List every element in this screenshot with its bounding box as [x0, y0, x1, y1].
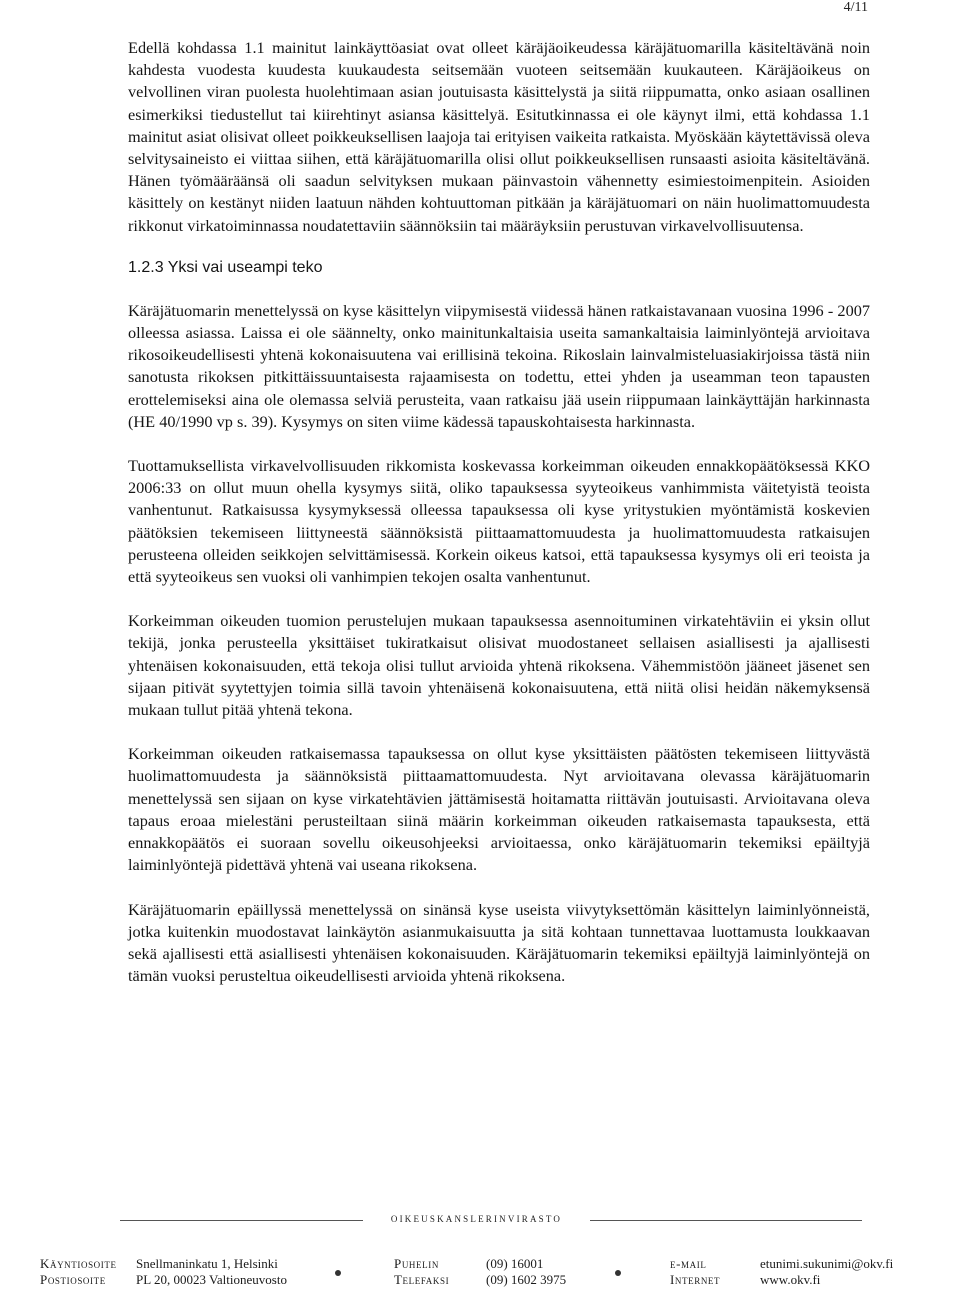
paragraph: Tuottamuksellista virkavelvollisuuden rikkomista koskevassa korkeimman oikeuden ennakkopäätöksessä KKO 2006:33 on ollut muun ohella kysymys siitä, oliko tapauksessa syyteoikeus vanhimmista väitetyistä teoista vanhentunut. Ratkaisussa kysymyksessä olleessa tapauksessa oli kyse yritystukien myöntämistä koskevien päätöksien tekemiseen liittyneestä säännöksistä piittaamattomuudesta ja huolimattomuudesta ratkaisujen perusteena olleiden seikkojen selvittämisessä. Korkein oikeus katsoi, että tapauksessa kysymys oli eri teoista ja että syyteoikeus sen vuoksi oli vanhimpien tekojen osalta vanhentunut. [128, 456, 870, 587]
footer-divider-left [120, 1220, 363, 1221]
footer-contact [40, 1254, 920, 1290]
email-value[interactable]: etunimi.sukunimi@okv.fi [760, 1256, 894, 1271]
paragraph: Edellä kohdassa 1.1 mainitut lainkäyttöasiat ovat olleet käräjäoikeudessa käräjätuomarilla käsiteltävänä noin kahdesta vuodesta kuudesta kuukaudesta seitsemään vuoteen seitsemään kuukauteen. Käräjäoikeus on velvollinen viran puolesta huolehtimaan asian joutuisasta käsittelystä ja siitä riippumatta, onko asiaan osallinen esimerkiksi tiedustellut tai kiirehtinyt asiansa käsittelyä. Esitutkinnassa ei ole käynyt ilmi, että kohdassa 1.1 mainitut asiat olisivat olleet poikkeuksellisen laajoja tai erityisen vaikeita ratkaista. Myöskään käytettävissä oleva selvitysaineisto ei viittaa siihen, että käräjätuomarilla olisi ollut poikkeuksellisen runsaasti asioita käsiteltävänä. Hänen työmääräänsä oli saadun selvityksen mukaan päinvastoin vähennetty esimiestoimenpitein. Asioiden käsittely on kestänyt niiden laatuun nähden kohtuuttoman pitkään ja käräjätuomari on näin huolimattomuudesta rikkonut virkatoiminnassa noudatettaviin säännöksiin tai määräyksiin perustuvan virkavelvollisuutensa. [128, 38, 870, 235]
fax-value: (09) 1602 3975 [486, 1272, 567, 1287]
separator-dot-icon [615, 1270, 621, 1276]
website-label: Internet [670, 1272, 721, 1287]
website-value[interactable]: www.okv.fi [760, 1272, 821, 1287]
phone-label: Puhelin [394, 1256, 439, 1271]
phone-value: (09) 16001 [486, 1256, 544, 1271]
fax-label: Telefaksi [394, 1272, 450, 1287]
paragraph: Korkeimman oikeuden tuomion perustelujen mukaan tapauksessa asennoituminen virkatehtäviin ei yksin ollut tekijä, jonka perusteella yksittäiset tukiratkaisut olisivat muodostaneet sellaisen asiallisesti ja ajallisesti yhtenäisen kokonaisuuden, että tekoja olisi tullut arvioida yhtenä rikoksena. Vähemmistöön jääneet jäsenet sen sijaan pitivät syytettyjen toimia sillä tavoin yhtenäisenä kokonaisuutena, että niitä olisi heidän näkemyksensä mukaan tullut pitää yhtenä tekona. [128, 611, 870, 720]
postal-address-value: PL 20, 00023 Valtioneuvosto [136, 1272, 287, 1287]
page-number: 4/11 [843, 0, 868, 15]
paragraph: Käräjätuomarin menettelyssä on kyse käsittelyn viipymisestä viidessä hänen ratkaistavanaan vuosina 1996 - 2007 olleessa asiassa. Laissa ei ole säännelty, onko mainitunkaltaisia useita samankaltaisia laiminlyöntejä arvioitava rikosoikeudellisesti yhtenä kokonaisuutena vai erillisinä tekoina. Rikoslain lainvalmisteluasiakirjoissa tästä niin sanotusta rikoksen pitkittäissuuntaisesta rajaamisesta on todettu, ettei yhden ja useamman teon tapausten erottelemiseksi aina ole olemassa selviä perusteita, vaan ratkaisu jää usein riippumaan lainkäyttäjän harkinnasta (HE 40/1990 vp s. 39). Kysymys on siten viime kädessä tapauskohtaisesta harkinnasta. [128, 300, 870, 431]
postal-address-label: Postiosoite [40, 1272, 106, 1287]
visit-address-label: Käyntiosoite [40, 1256, 117, 1271]
separator-dot-icon [335, 1270, 341, 1276]
paragraph: Korkeimman oikeuden ratkaisemassa tapauksessa on ollut kyse yksittäisten päätösten tekemiseen liittyvästä huolimattomuudesta ja säännöksistä piittaamattomuudesta. Nyt arvioitavana olevassa käräjätuomarin menettelyssä sen sijaan on kyse virkatehtävien jättämisestä hoitamatta riittävän joutuisasti. Arvioitavana oleva tapaus eroaa mielestäni perusteiltaan siinä määrin korkeimman oikeuden ratkaisemasta tapauksesta, että ennakkopäätös ei suoraan sovellu oikeusohjeeksi arvioitaessa, onko käräjätuomarin tekemiksi epäiltyjä laiminlyöntejä pidettävä yhtenä vai useana rikoksena. [128, 744, 870, 875]
section-heading: 1.2.3 Yksi vai useampi teko [128, 258, 323, 276]
organization-name: oikeuskanslerinvirasto [390, 1210, 563, 1225]
footer-divider-right [590, 1220, 862, 1221]
email-label: e-mail [670, 1256, 707, 1271]
visit-address-value: Snellmaninkatu 1, Helsinki [136, 1256, 278, 1271]
paragraph: Käräjätuomarin epäillyssä menettelyssä on sinänsä kyse useista viivytyksettömän käsittelyn laiminlyönneistä, jotka kuitenkin muodostavat lainkäytön asianmukaisuutta ja sitä kohtaan tunnettavaa luottamusta loukkaavan sekä ajallisesti että asiallisesti yhtenäisen kokonaisuuden. Käräjätuomarin tekemiksi epäiltyjä laiminlyöntejä on tämän vuoksi perusteltua oikeudellisesti arvioida yhtenä rikoksena. [128, 899, 870, 986]
document-body [128, 37, 870, 987]
